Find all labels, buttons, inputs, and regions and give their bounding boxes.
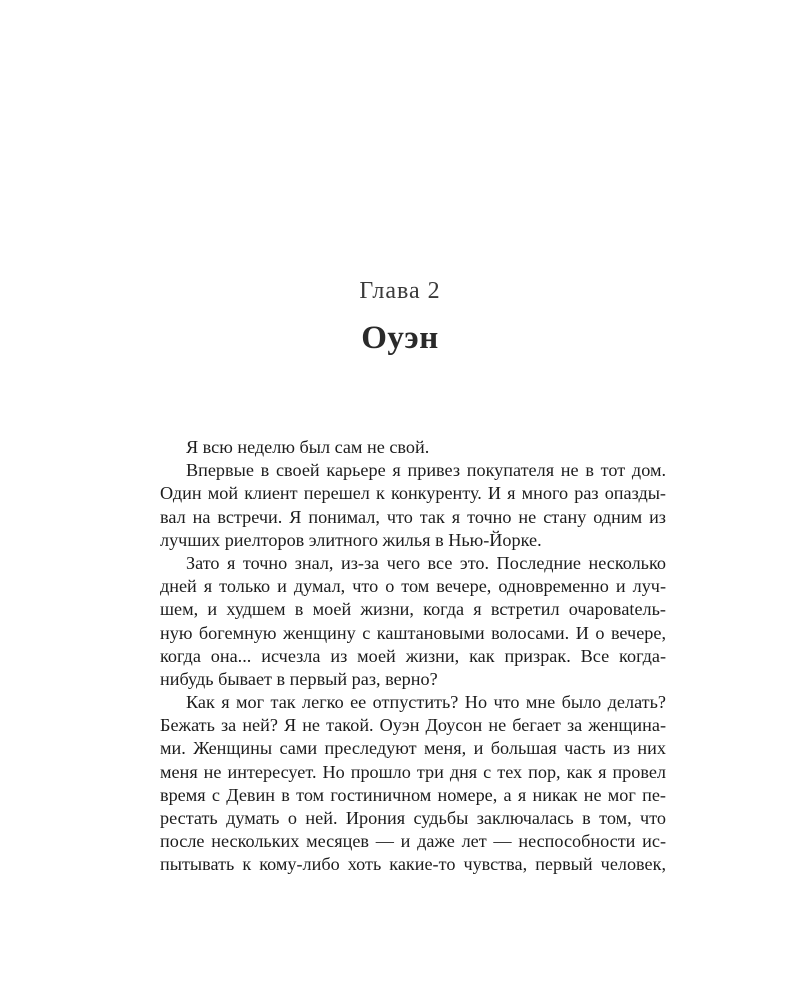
text-line: Впервые в своей карьере я привез покупателя не в тот дом. [186, 460, 666, 481]
text-line: время с Девин в том гостиничном номере, а я никак не мог пе- [160, 784, 666, 805]
text-line: пытывать к кому-либо хоть какие-то чувства, первый человек, [160, 854, 666, 875]
chapter-body-text [160, 436, 666, 877]
text-line: шем, и худшем в моей жизни, когда я встретил очаровatель- [160, 599, 666, 620]
chapter-title: Оуэн [361, 320, 439, 356]
text-line: после нескольких месяцев — и даже лет — неспособности ис- [160, 831, 666, 852]
text-line: дней я только и думал, что о том вечере, одновременно и луч- [160, 576, 666, 597]
text-line: Как я мог так легко ее отпустить? Но что мне было делать? [186, 692, 666, 713]
text-line: Бежать за ней? Я не такой. Оуэн Доусон не бегает за женщина- [160, 715, 666, 736]
chapter-number: Глава 2 [359, 278, 441, 304]
text-line: вал на встречи. Я понимал, что так я точно не стану одним из [160, 506, 666, 527]
text-line: рестать думать о ней. Ирония судьбы заключалась в том, что [160, 808, 666, 828]
text-line: меня не интересует. Но прошло три дня с тех пор, как я провел [160, 761, 666, 782]
text-line: ную богемную женщину с каштановыми волосами. И о вечере, [160, 622, 666, 643]
text-line: нибудь бывает в первый раз, верно? [160, 668, 438, 689]
text-line: Я всю неделю был сам не свой. [186, 437, 430, 457]
text-line: лучших риелторов элитного жилья в Нью-Йорке. [160, 529, 542, 550]
text-line: когда она... исчезла из моей жизни, как призрак. Все когда- [160, 645, 666, 666]
text-line: Один мой клиент перешел к конкуренту. И я много раз опазды- [160, 483, 666, 504]
text-line: Зато я точно знал, из-за чего все это. Последние несколько [186, 552, 666, 573]
text-line: ми. Женщины сами преследуют меня, и большая часть из них [160, 738, 666, 759]
